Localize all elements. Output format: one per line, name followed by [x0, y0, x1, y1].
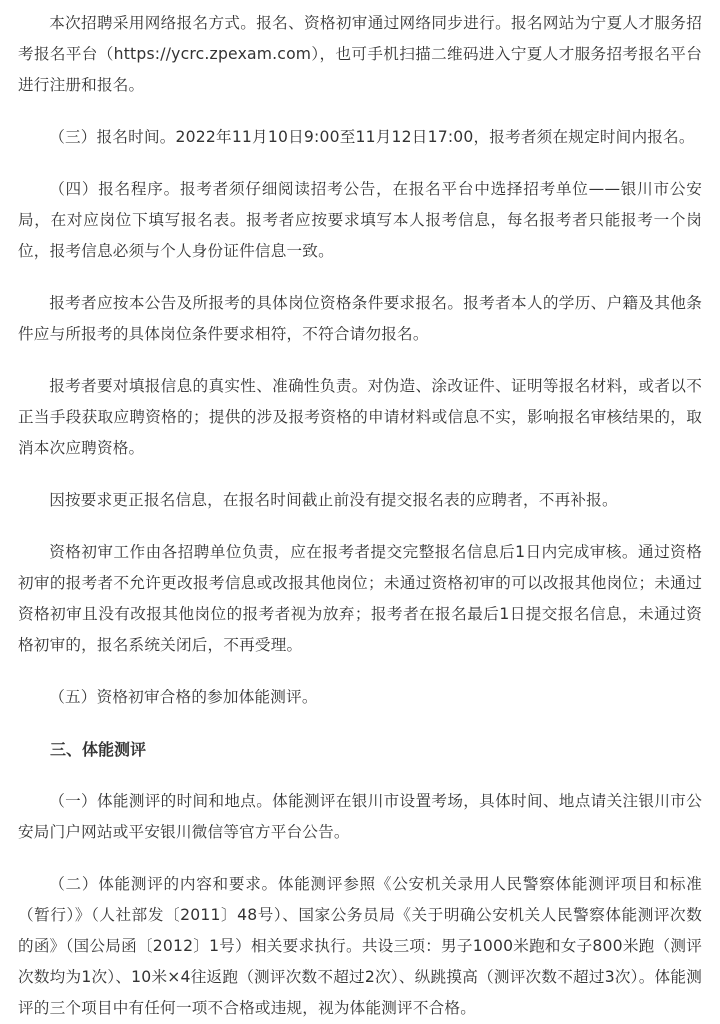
paragraph-information-accuracy: 报考者要对填报信息的真实性、准确性负责。对伪造、涂改证件、证明等报名材料，或者以不正当手段获取应聘资格的；提供的涉及报考资格的申请材料或信息不实，影响报名审核结果的，取消本次应聘资格。 — [18, 377, 702, 457]
section-heading-fitness-test: 三、体能测评 — [50, 740, 147, 759]
paragraph-fitness-content: （二）体能测评的内容和要求。体能测评参照《公安机关录用人民警察体能测评项目和标准（暂行）》（人社部发〔2011〕48号）、国家公务员局《关于明确公安机关人民警察体能测评次数的函》（国公局函〔2012〕1号）相关要求执行。共设三项：男子1000米跑和女子800米跑（测评次数均为1次）、10米×4往返跑（测评次数不超过2次）、纵跳摸高（测评次数不超过3次）。体能测评的三个项目中有任何一项不合格或违规，视为体能测评不合格。 — [18, 875, 702, 1017]
paragraph-registration-method: 本次招聘采用网络报名方式。报名、资格初审通过网络同步进行。报名网站为宁夏人才服务招考报名平台（https://ycrc.zpexam.com），也可手机扫描二维码进入宁夏人才服务招考报名平台进行注册和报名。 — [18, 14, 702, 94]
paragraph-no-late-registration: 因按要求更正报名信息，在报名时间截止前没有提交报名表的应聘者，不再补报。 — [49, 491, 618, 509]
paragraph-fitness-time-location: （一）体能测评的时间和地点。体能测评在银川市设置考场，具体时间、地点请关注银川市公安局门户网站或平安银川微信等官方平台公告。 — [18, 792, 702, 841]
paragraph-registration-time: （三）报名时间。2022年11月10日9:00至11月12日17:00，报考者须在规定时间内报名。 — [49, 128, 695, 146]
paragraph-preliminary-review: 资格初审工作由各招聘单位负责，应在报考者提交完整报名信息后1日内完成审核。通过资格初审的报考者不允许更改报考信息或改报其他岗位；未通过资格初审的可以改报其他岗位；未通过资格初审且没有改报其他岗位的报考者视为放弃；报考者在报名最后1日提交报名信息，未通过资格初审的，报名系统关闭后，不再受理。 — [18, 543, 702, 654]
paragraph-review-qualified: （五）资格初审合格的参加体能测评。 — [49, 688, 318, 706]
paragraph-registration-procedure: （四）报名程序。报考者须仔细阅读招考公告，在报名平台中选择招考单位——银川市公安局，在对应岗位下填写报名表。报考者应按要求填写本人报考信息，每名报考者只能报考一个岗位，报考信息必须与个人身份证件信息一致。 — [18, 180, 702, 260]
paragraph-eligibility: 报考者应按本公告及所报考的具体岗位资格条件要求报名。报考者本人的学历、户籍及其他条件应与所报考的具体岗位条件要求相符，不符合请勿报名。 — [18, 294, 702, 343]
